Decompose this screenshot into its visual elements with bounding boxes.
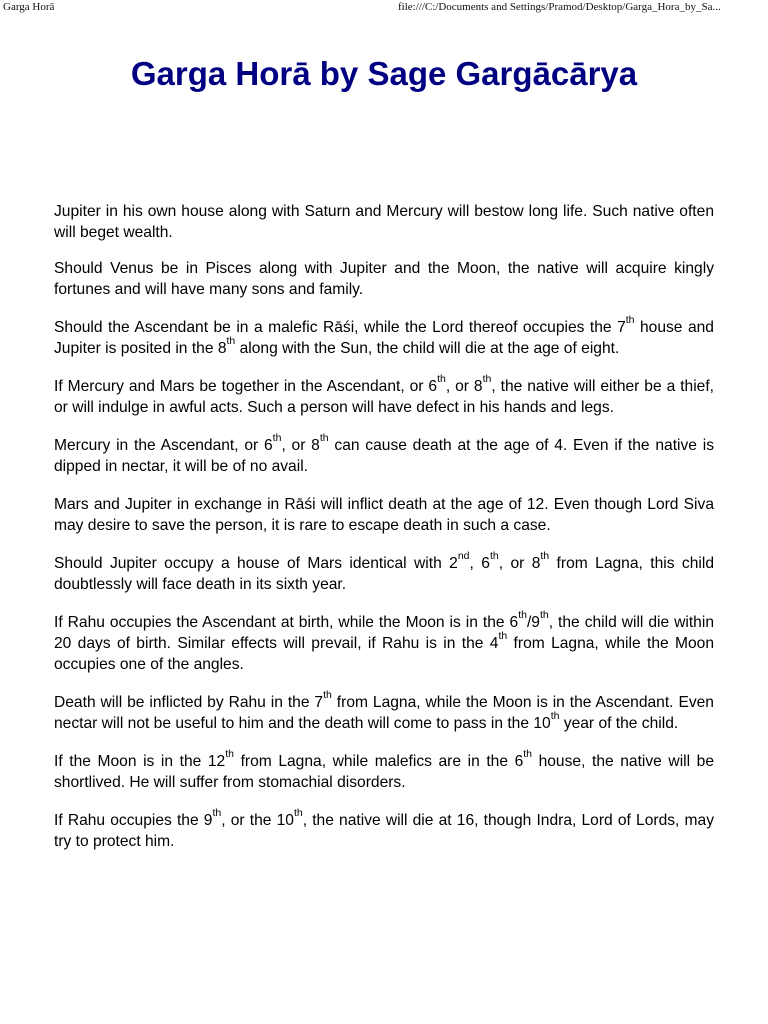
paragraph: Jupiter in his own house along with Saturn and Mercury will bestow long life. Such native often will beget wealth. bbox=[54, 203, 714, 241]
page-title-header: Garga Horā bbox=[3, 1, 55, 13]
paragraph: Mars and Jupiter in exchange in Rāśi will inflict death at the age of 12. Even though Lord Siva may desire to save the person, it is rare to escape death in such a case. bbox=[54, 496, 714, 534]
paragraph: Should Venus be in Pisces along with Jupiter and the Moon, the native will acquire kingly fortunes and will have many sons and family. bbox=[54, 260, 714, 298]
print-header bbox=[0, 0, 768, 14]
paragraph: If Mercury and Mars be together in the Ascendant, or 6th, or 8th, the native will either be a thief, or will indulge in awful acts. Such a person will have defect in his hands and legs. bbox=[54, 372, 715, 416]
paragraph: Mercury in the Ascendant, or 6th, or 8th can cause death at the age of 4. Even if the native is dipped in nectar, it will be of no avail. bbox=[54, 431, 714, 475]
paragraph: Should the Ascendant be in a malefic Rāśi, while the Lord thereof occupies the 7th house and Jupiter is posited in the 8th along with the Sun, the child will die at the age of eight. bbox=[54, 313, 714, 357]
document-body bbox=[54, 201, 714, 852]
document-title: Garga Horā by Sage Gargācārya bbox=[130, 55, 638, 92]
page-url-header: file:///C:/Documents and Settings/Pramod/Desktop/Garga_Hora_by_Sa... bbox=[398, 1, 721, 13]
paragraph: If Rahu occupies the 9th, or the 10th, the native will die at 16, though Indra, Lord of Lords, may try to protect him. bbox=[54, 806, 714, 850]
paragraph: Death will be inflicted by Rahu in the 7th from Lagna, while the Moon is in the Ascendant. Even nectar will not be useful to him and the death will come to pass in the 10th year of the child. bbox=[54, 688, 714, 732]
paragraph: Should Jupiter occupy a house of Mars identical with 2nd, 6th, or 8th from Lagna, this child doubtlessly will face death in its sixth year. bbox=[54, 549, 714, 593]
paragraph: If the Moon is in the 12th from Lagna, while malefics are in the 6th house, the native will be shortlived. He will suffer from stomachial disorders. bbox=[54, 747, 715, 791]
paragraph: If Rahu occupies the Ascendant at birth, while the Moon is in the 6th/9th, the child will die within 20 days of birth. Similar effects will prevail, if Rahu is in the 4th from Lagna, while the Moon occupies one of the angles. bbox=[54, 608, 715, 673]
